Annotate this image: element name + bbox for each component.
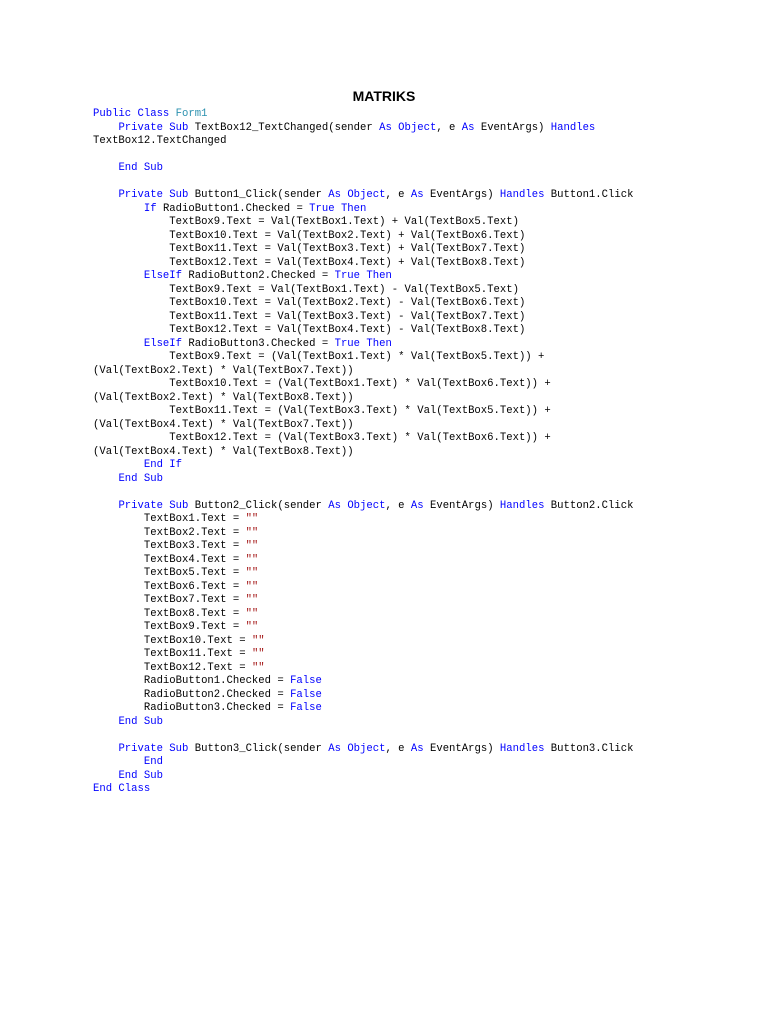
code-line <box>93 311 753 325</box>
code-text: TextBox4.Text = <box>93 553 246 566</box>
code-line <box>93 135 753 149</box>
code-line <box>93 243 753 257</box>
code-text: TextBox12.Text = <box>93 661 252 674</box>
code-string: "" <box>245 513 259 525</box>
code-line <box>93 608 753 622</box>
code-keyword: Handles <box>499 499 551 512</box>
code-text: EventArgs) <box>429 742 500 755</box>
code-string: "" <box>245 621 259 633</box>
code-text: Button3_Click(sender <box>194 742 329 755</box>
code-text: TextBox6.Text = <box>93 580 246 593</box>
code-line <box>93 149 753 163</box>
code-line <box>93 662 753 676</box>
code-line <box>93 162 753 176</box>
code-keyword: As Object <box>379 121 437 134</box>
code-line <box>93 540 753 554</box>
code-text: TextBox10.Text = <box>93 634 252 647</box>
code-line <box>93 324 753 338</box>
code-keyword: ElseIf <box>143 337 189 350</box>
code-text: TextBox9.Text = (Val(TextBox1.Text) * Val(TextBox5.Text)) + <box>93 351 545 363</box>
code-keyword: End <box>143 756 163 768</box>
code-line <box>93 405 753 419</box>
code-text: TextBox10.Text = Val(TextBox2.Text) + Val(TextBox6.Text) <box>93 229 526 242</box>
code-line <box>93 527 753 541</box>
code-keyword: Private Sub <box>118 121 195 134</box>
code-keyword: Private Sub <box>118 189 195 201</box>
code-text <box>93 770 118 782</box>
code-keyword: End Sub <box>118 715 163 728</box>
code-line <box>93 770 753 784</box>
code-line <box>93 675 753 689</box>
code-line <box>93 230 753 244</box>
code-text: EventArgs) <box>480 121 551 134</box>
code-line <box>93 473 753 487</box>
code-text <box>93 473 118 485</box>
code-text: , e <box>385 499 411 512</box>
code-keyword: Public Class <box>93 108 176 120</box>
code-text <box>93 203 144 215</box>
code-text: RadioButton1.Checked = <box>162 202 310 215</box>
code-keyword: False <box>290 675 322 687</box>
code-keyword: As <box>410 742 430 755</box>
code-keyword: As <box>410 499 430 512</box>
code-line <box>93 257 753 271</box>
code-text <box>93 743 118 755</box>
code-line <box>93 419 753 433</box>
code-line <box>93 716 753 730</box>
code-line <box>93 216 753 230</box>
code-text <box>93 162 118 174</box>
code-type: Form1 <box>175 108 208 120</box>
code-keyword: False <box>290 702 322 714</box>
code-keyword: End If <box>143 459 183 471</box>
code-keyword: True Then <box>309 202 367 215</box>
code-text: , e <box>436 121 462 134</box>
code-text: Button3.Click <box>550 742 634 755</box>
code-text: RadioButton3.Checked = <box>188 337 335 350</box>
code-line <box>93 581 753 595</box>
code-text: TextBox10.Text = (Val(TextBox1.Text) * Val(TextBox6.Text)) + <box>93 378 551 390</box>
code-line <box>93 702 753 716</box>
code-keyword: Handles <box>499 189 551 201</box>
code-string: "" <box>251 661 265 674</box>
code-text: , e <box>385 189 411 201</box>
code-text: RadioButton2.Checked = <box>93 688 291 701</box>
code-text <box>93 716 118 728</box>
code-line <box>93 365 753 379</box>
code-line <box>93 378 753 392</box>
code-line <box>93 554 753 568</box>
code-string: "" <box>245 607 259 620</box>
code-keyword: True Then <box>334 337 392 350</box>
code-line <box>93 689 753 703</box>
code-line <box>93 594 753 608</box>
code-text <box>93 756 144 768</box>
code-text: (Val(TextBox2.Text) * Val(TextBox8.Text)) <box>93 391 354 404</box>
code-line <box>93 513 753 527</box>
code-text: TextBox7.Text = <box>93 594 246 606</box>
code-text: TextBox9.Text = Val(TextBox1.Text) + Val(TextBox5.Text) <box>93 216 519 228</box>
code-text: TextBox5.Text = <box>93 567 246 579</box>
code-keyword: True Then <box>334 270 392 282</box>
code-line <box>93 392 753 406</box>
code-keyword: Handles <box>499 742 551 755</box>
code-string: "" <box>245 526 259 539</box>
code-keyword: End Class <box>93 783 151 795</box>
code-string: "" <box>245 540 259 552</box>
code-keyword: As Object <box>328 499 386 512</box>
code-keyword: Private Sub <box>118 499 195 512</box>
code-string: "" <box>251 634 265 647</box>
code-text: RadioButton3.Checked = <box>93 702 291 714</box>
code-keyword: As Object <box>328 742 386 755</box>
code-keyword: False <box>290 688 322 701</box>
page-title: MATRIKS <box>352 88 416 104</box>
code-text: TextBox12.Text = (Val(TextBox3.Text) * Val(TextBox6.Text)) + <box>93 432 551 444</box>
code-line <box>93 297 753 311</box>
code-line <box>93 783 753 797</box>
code-keyword: End Sub <box>118 769 163 782</box>
code-text: RadioButton1.Checked = <box>93 675 291 687</box>
code-line <box>93 459 753 473</box>
code-text: Button1.Click <box>550 189 634 201</box>
code-keyword: End Sub <box>118 162 163 174</box>
code-text: Button2_Click(sender <box>194 499 329 512</box>
code-line <box>93 284 753 298</box>
code-line <box>93 432 753 446</box>
code-text: (Val(TextBox4.Text) * Val(TextBox7.Text)) <box>93 418 354 431</box>
code-line <box>93 270 753 284</box>
code-text <box>93 189 118 201</box>
code-string: "" <box>245 594 259 606</box>
code-line <box>93 729 753 743</box>
code-string: "" <box>245 553 259 566</box>
code-line <box>93 203 753 217</box>
code-text: TextBox8.Text = <box>93 607 246 620</box>
code-line <box>93 648 753 662</box>
code-text: TextBox9.Text = <box>93 621 246 633</box>
code-line <box>93 567 753 581</box>
code-text: TextBox11.Text = (Val(TextBox3.Text) * Val(TextBox5.Text)) + <box>93 405 551 417</box>
code-line <box>93 446 753 460</box>
code-keyword: ElseIf <box>143 270 189 282</box>
code-string: "" <box>251 648 265 660</box>
code-text: (Val(TextBox2.Text) * Val(TextBox7.Text)) <box>93 364 354 377</box>
code-text: EventArgs) <box>429 189 500 201</box>
code-line <box>93 635 753 649</box>
code-text <box>93 122 118 134</box>
code-line <box>93 108 753 122</box>
code-text <box>93 338 144 350</box>
code-text <box>93 500 118 512</box>
code-text: TextBox12.TextChanged <box>93 135 227 147</box>
code-line <box>93 486 753 500</box>
code-text: TextBox12.Text = Val(TextBox4.Text) + Val(TextBox8.Text) <box>93 256 526 269</box>
code-line <box>93 621 753 635</box>
code-text: TextBox11.Text = Val(TextBox3.Text) + Val(TextBox7.Text) <box>93 243 526 255</box>
code-text: EventArgs) <box>429 499 500 512</box>
code-text: , e <box>385 742 411 755</box>
code-line <box>93 176 753 190</box>
code-keyword: As Object <box>328 189 386 201</box>
code-line <box>93 122 753 136</box>
code-text: (Val(TextBox4.Text) * Val(TextBox8.Text)) <box>93 445 354 458</box>
code-text <box>93 459 144 471</box>
code-text: TextBox12_TextChanged(sender <box>194 121 380 134</box>
code-line <box>93 756 753 770</box>
code-listing <box>93 108 753 797</box>
code-text: TextBox11.Text = <box>93 648 252 660</box>
code-line <box>93 351 753 365</box>
code-keyword: As <box>461 121 481 134</box>
code-keyword: Handles <box>550 121 596 134</box>
code-text: TextBox11.Text = Val(TextBox3.Text) - Val(TextBox7.Text) <box>93 310 526 323</box>
code-line <box>93 189 753 203</box>
code-keyword: If <box>143 202 163 215</box>
code-keyword: End Sub <box>118 472 163 485</box>
code-text: Button1_Click(sender <box>194 189 329 201</box>
code-text: TextBox10.Text = Val(TextBox2.Text) - Val(TextBox6.Text) <box>93 297 526 309</box>
code-keyword: Private Sub <box>118 742 195 755</box>
code-line <box>93 500 753 514</box>
code-text: Button2.Click <box>550 499 634 512</box>
code-keyword: As <box>410 189 430 201</box>
code-string: "" <box>245 580 259 593</box>
code-text <box>93 270 144 282</box>
code-string: "" <box>245 567 259 579</box>
code-text: TextBox1.Text = <box>93 513 246 525</box>
code-text: TextBox9.Text = Val(TextBox1.Text) - Val(TextBox5.Text) <box>93 283 519 296</box>
code-text: TextBox2.Text = <box>93 526 246 539</box>
code-line <box>93 743 753 757</box>
code-text: RadioButton2.Checked = <box>188 270 335 282</box>
code-line <box>93 338 753 352</box>
code-text: TextBox3.Text = <box>93 540 246 552</box>
code-text: TextBox12.Text = Val(TextBox4.Text) - Val(TextBox8.Text) <box>93 324 526 336</box>
